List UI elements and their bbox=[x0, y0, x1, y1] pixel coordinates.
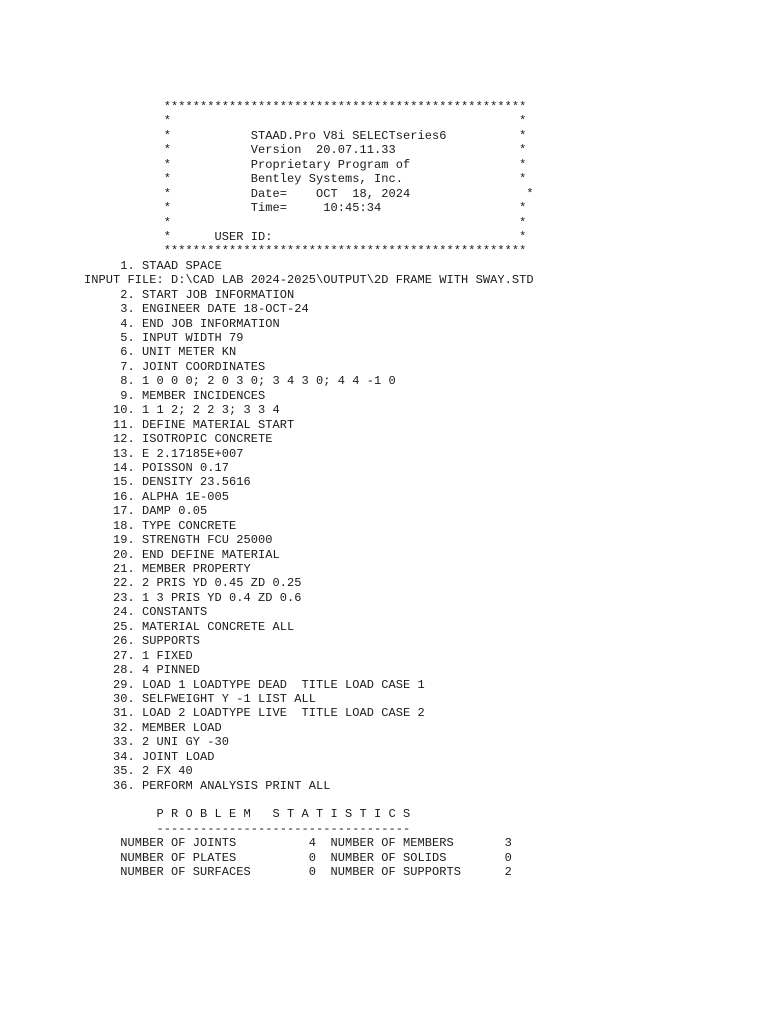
output-line: 22. 2 PRIS YD 0.45 ZD 0.25 bbox=[84, 576, 302, 591]
output-line: * Version 20.07.11.33 * bbox=[84, 143, 527, 158]
output-line: * Date= OCT 18, 2024 * bbox=[84, 186, 534, 201]
output-line: P R O B L E M S T A T I S T I C S bbox=[84, 807, 411, 822]
output-line: * * bbox=[84, 114, 527, 129]
output-line: 24. CONSTANTS bbox=[84, 605, 208, 620]
output-line: 15. DENSITY 23.5616 bbox=[84, 475, 251, 490]
output-line: * USER ID: * bbox=[84, 229, 527, 244]
output-line: 13. E 2.17185E+007 bbox=[84, 446, 244, 461]
output-line: 35. 2 FX 40 bbox=[84, 764, 193, 779]
output-line: * Proprietary Program of * bbox=[84, 157, 527, 172]
output-line: 6. UNIT METER KN bbox=[84, 345, 237, 360]
output-line: * * bbox=[84, 215, 527, 230]
output-line: * Time= 10:45:34 * bbox=[84, 201, 527, 216]
output-line: 3. ENGINEER DATE 18-OCT-24 bbox=[84, 302, 309, 317]
output-line: 25. MATERIAL CONCRETE ALL bbox=[84, 619, 295, 634]
output-line: 10. 1 1 2; 2 2 3; 3 3 4 bbox=[84, 403, 280, 418]
output-line: NUMBER OF SURFACES 0 NUMBER OF SUPPORTS 2 bbox=[84, 865, 512, 880]
output-line: 20. END DEFINE MATERIAL bbox=[84, 547, 280, 562]
output-line: * Bentley Systems, Inc. * bbox=[84, 172, 527, 187]
output-line: 34. JOINT LOAD bbox=[84, 749, 215, 764]
output-line: 21. MEMBER PROPERTY bbox=[84, 562, 251, 576]
output-line: 19. STRENGTH FCU 25000 bbox=[84, 533, 273, 548]
output-line: ************************************************** bbox=[84, 244, 527, 259]
output-line: 30. SELFWEIGHT Y -1 LIST ALL bbox=[84, 691, 317, 706]
output-line: 5. INPUT WIDTH 79 bbox=[84, 331, 244, 345]
output-line: 12. ISOTROPIC CONCRETE bbox=[84, 432, 273, 447]
output-line: 31. LOAD 2 LOADTYPE LIVE TITLE LOAD CASE 2 bbox=[84, 706, 425, 721]
output-line: INPUT FILE: D:\CAD LAB 2024-2025\OUTPUT\2D FRAME WITH SWAY.STD bbox=[84, 273, 534, 288]
output-line: 9. MEMBER INCIDENCES bbox=[84, 388, 266, 403]
output-line: 14. POISSON 0.17 bbox=[84, 460, 230, 475]
output-line: 11. DEFINE MATERIAL START bbox=[84, 417, 295, 432]
staad-output-listing bbox=[84, 100, 534, 880]
output-line: 33. 2 UNI GY -30 bbox=[84, 735, 230, 750]
output-line: 26. SUPPORTS bbox=[84, 634, 201, 649]
output-line: NUMBER OF JOINTS 4 NUMBER OF MEMBERS 3 bbox=[84, 836, 512, 851]
output-line: ----------------------------------- bbox=[84, 821, 411, 836]
output-line bbox=[84, 793, 534, 807]
output-line: 2. START JOB INFORMATION bbox=[84, 287, 295, 302]
output-line: 29. LOAD 1 LOADTYPE DEAD TITLE LOAD CASE 1 bbox=[84, 677, 425, 692]
output-line: 36. PERFORM ANALYSIS PRINT ALL bbox=[84, 778, 331, 793]
output-line: NUMBER OF PLATES 0 NUMBER OF SOLIDS 0 bbox=[84, 850, 512, 865]
output-line: 27. 1 FIXED bbox=[84, 648, 193, 663]
output-line: 17. DAMP 0.05 bbox=[84, 504, 208, 519]
output-line: 18. TYPE CONCRETE bbox=[84, 518, 237, 533]
output-line: 7. JOINT COORDINATES bbox=[84, 359, 266, 374]
output-line: ************************************************** bbox=[84, 100, 527, 114]
output-line: 1. STAAD SPACE bbox=[84, 258, 222, 273]
output-line: 32. MEMBER LOAD bbox=[84, 720, 222, 735]
output-line: 16. ALPHA 1E-005 bbox=[84, 489, 230, 504]
output-line: 8. 1 0 0 0; 2 0 3 0; 3 4 3 0; 4 4 -1 0 bbox=[84, 374, 396, 389]
output-line: * STAAD.Pro V8i SELECTseries6 * bbox=[84, 128, 527, 143]
output-line: 23. 1 3 PRIS YD 0.4 ZD 0.6 bbox=[84, 590, 302, 605]
output-line: 4. END JOB INFORMATION bbox=[84, 316, 280, 331]
output-line: 28. 4 PINNED bbox=[84, 663, 201, 678]
